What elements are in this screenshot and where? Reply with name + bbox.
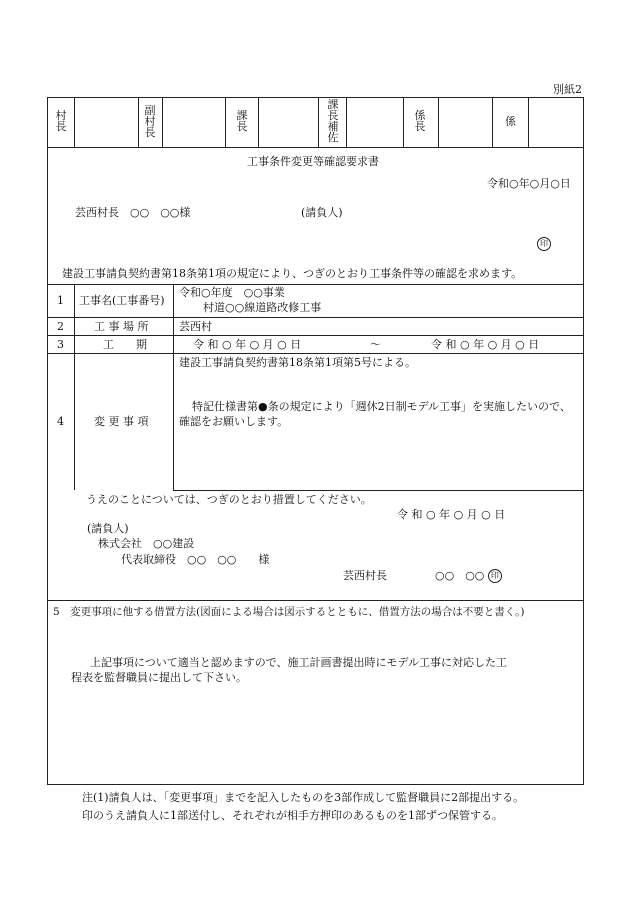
- row-number: 1: [57, 294, 64, 307]
- change-line1: 建設工事請負契約書第18条第1項第5号による。: [179, 356, 416, 369]
- intro-text: 建設工事請負契約書第18条第1項の規定により、つぎのとおり工事条件等の確認を求めます。: [62, 267, 523, 280]
- response-divider: [47, 600, 584, 601]
- stamp-col-line: [403, 97, 404, 147]
- form-date: 令和○年○月○日: [487, 177, 571, 190]
- table-top-divider: [47, 284, 584, 285]
- frame-left-border: [47, 97, 48, 785]
- stamp-row-divider: [47, 147, 584, 148]
- stamp-col-line: [258, 97, 259, 147]
- section5-line1: 上記事項について適当と認めますので、施工計画書提出時にモデル工事に対応した工: [90, 656, 508, 669]
- work-name-line1: 令和○年度 ○○事業: [179, 286, 285, 299]
- seal-icon: 印: [537, 237, 551, 251]
- mayor-label: 芸西村長: [343, 569, 387, 582]
- period-start: 令 和 ○ 年 ○ 月 ○ 日: [193, 338, 302, 351]
- stamp-label-staff: 係: [505, 115, 516, 128]
- frame-top-border: [47, 97, 584, 98]
- section5-line2: 程表を監督職員に提出して下さい。: [71, 671, 247, 684]
- response-date: 令 和 ○ 年 ○ 月 ○ 日: [397, 508, 506, 521]
- stamp-col-line: [528, 97, 529, 147]
- stamp-col-line: [225, 97, 226, 147]
- attachment-label: 別紙2: [553, 83, 582, 96]
- contractor-label: (請負人): [301, 206, 343, 219]
- row4-divider: [173, 490, 584, 491]
- row-label-change: 変 更 事 項: [94, 415, 149, 428]
- stamp-col-line: [138, 97, 139, 147]
- stamp-label-subsection-chief: 係長: [414, 109, 426, 133]
- table-no-col-line: [74, 284, 75, 490]
- frame-right-border: [583, 97, 584, 785]
- row1-divider: [47, 317, 584, 318]
- row-label-period: 工 期: [103, 338, 147, 351]
- company-name: 株式会社 ○○建設: [98, 537, 195, 550]
- row-number: 4: [57, 415, 64, 428]
- frame-bottom-border: [47, 784, 584, 785]
- mayor-name-text: ○○ ○○: [435, 569, 485, 582]
- seal-icon: 印: [488, 569, 502, 583]
- form-title: 工事条件変更等確認要求書: [247, 155, 379, 168]
- row3-divider: [47, 353, 584, 354]
- work-name-line2: 村道○○線道路改修工事: [203, 301, 322, 314]
- change-line2: 特記仕様書第●条の規定により「週休2日制モデル工事」を実施したいので、: [192, 400, 571, 413]
- note-line2: 印のうえ請負人に1部送付し、それぞれが相手方押印のあるものを1部ずつ保管する。: [82, 809, 503, 822]
- section5-header: 5 変更事項に他する借置方法(図面による場合は図示するとともに、借置方法の場合は不要と書く。): [53, 606, 525, 618]
- row-number: 3: [57, 338, 64, 351]
- stamp-label-section-chief: 課長: [236, 109, 248, 133]
- stamp-label-village-head: 村長: [55, 109, 67, 133]
- addressee: 芸西村長 ○○ ○○様: [75, 206, 191, 219]
- row2-divider: [47, 335, 584, 336]
- mayor-name: [435, 569, 502, 583]
- stamp-col-line: [438, 97, 439, 147]
- stamp-col-line: [492, 97, 493, 147]
- row-label-work-name: 工事名(工事番号): [79, 294, 165, 307]
- table-label-col-line: [173, 284, 174, 490]
- stamp-label-assistant-chief: 課長補佐: [327, 98, 339, 144]
- note-line1: 注(1)請負人は、「変更事項」までを記入したものを3部作成して監督職員に2部提出する。: [82, 791, 525, 804]
- stamp-col-line: [74, 97, 75, 147]
- stamp-col-line: [318, 97, 319, 147]
- representative-name: 代表取締役 ○○ ○○ 様: [121, 553, 270, 566]
- row-label-site: 工 事 場 所: [94, 320, 149, 333]
- stamp-col-line: [162, 97, 163, 147]
- period-tilde: ～: [370, 338, 381, 351]
- stamp-col-line: [346, 97, 347, 147]
- change-line3: 確認をお願いします。: [179, 415, 289, 428]
- stamp-label-deputy-head: 副村長: [144, 104, 156, 139]
- row-number: 2: [57, 320, 64, 333]
- work-site-value: 芸西村: [179, 320, 212, 333]
- contractor-seal: [537, 237, 551, 251]
- response-contractor-label: (請負人): [87, 522, 129, 535]
- period-end: 令 和 ○ 年 ○ 月 ○ 日: [431, 338, 540, 351]
- response-text: うえのことについては、つぎのとおり措置してください。: [86, 493, 372, 506]
